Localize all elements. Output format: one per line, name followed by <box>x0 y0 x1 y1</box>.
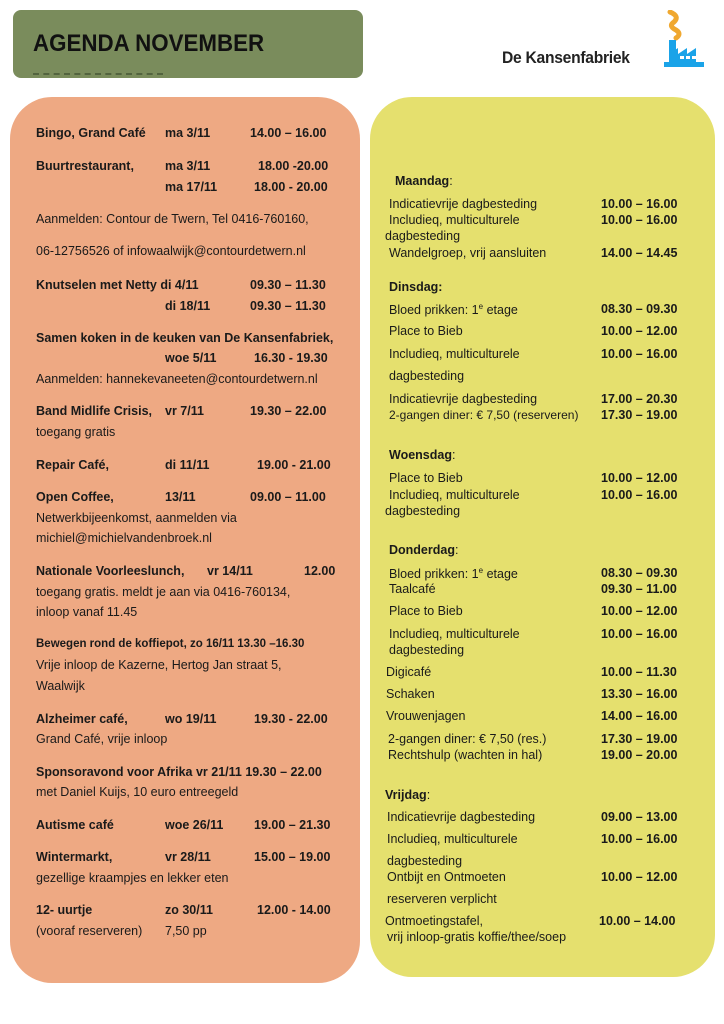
activity-time: 13.30 – 16.00 <box>601 687 678 701</box>
event-day: di 18/11 <box>165 299 211 313</box>
event-day: woe 5/11 <box>165 351 217 365</box>
event-note: toegang gratis <box>36 425 116 439</box>
event-name: Nationale Voorleeslunch, <box>36 564 185 578</box>
event-time: 14.00 – 16.00 <box>250 126 327 140</box>
event-day: ma 3/11 <box>165 159 211 173</box>
activity-name: Ontmoetingstafel, <box>385 914 483 928</box>
activity-name: vrij inloop-gratis koffie/thee/soep <box>387 930 567 944</box>
event-name: Band Midlife Crisis, <box>36 404 152 418</box>
activity-time: 10.00 – 16.00 <box>601 627 678 641</box>
day-heading-vrijdag: Vrijdag: <box>385 788 431 802</box>
activity-time: 08.30 – 09.30 <box>601 566 678 580</box>
event-name: 12- uurtje <box>36 903 93 917</box>
event-time: 18.00 - 20.00 <box>254 180 328 194</box>
activity-name: Includieq, multiculturele <box>389 213 520 227</box>
event-time: 16.30 - 19.30 <box>254 351 328 365</box>
event-note: met Daniel Kuijs, 10 euro entreegeld <box>36 785 239 799</box>
activity-name: 2-gangen diner: € 7,50 (reserveren) <box>389 408 579 422</box>
activity-name: Includieq, multiculturele <box>389 347 520 361</box>
activity-time: 10.00 – 16.00 <box>601 197 678 211</box>
activity-time: 19.00 – 20.00 <box>601 748 678 762</box>
event-note: Aanmelden: Contour de Twern, Tel 0416-760160, <box>36 212 309 226</box>
activity-time: 10.00 – 12.00 <box>601 604 678 618</box>
activity-name: dagbesteding <box>387 854 463 868</box>
event-name: Repair Café, <box>36 458 109 472</box>
logo <box>500 10 710 70</box>
activity-name: Place to Bieb <box>389 324 463 338</box>
activity-name: Ontbijt en Ontmoeten <box>387 870 506 884</box>
activity-time: 14.00 – 14.45 <box>601 246 678 260</box>
activity-name: Indicatievrije dagbesteding <box>389 197 538 211</box>
event-note: inloop vanaf 11.45 <box>36 605 138 619</box>
activity-time: 09.30 – 11.00 <box>601 582 677 596</box>
activity-name: Indicatievrije dagbesteding <box>387 810 536 824</box>
event-note: Waalwijk <box>36 679 85 693</box>
activity-time: 10.00 – 16.00 <box>601 832 678 846</box>
activity-time: 17.30 – 19.00 <box>601 732 678 746</box>
activity-name: Rechtshulp (wachten in hal) <box>388 748 543 762</box>
activity-name: Place to Bieb <box>389 471 463 485</box>
event-name: Bewegen rond de koffiepot, zo 16/11 13.30 –16.30 <box>36 638 305 650</box>
event-name: Knutselen met Netty di 4/11 <box>36 278 199 292</box>
factory-icon <box>652 10 708 70</box>
event-name: Samen koken in de keuken van De Kansenfabriek, <box>36 331 334 345</box>
event-time: 15.00 – 19.00 <box>254 850 331 864</box>
event-time: 19.00 - 21.00 <box>257 458 331 472</box>
activity-name: dagbesteding <box>389 643 465 657</box>
event-day: ma 3/11 <box>165 126 211 140</box>
event-time: 19.00 – 21.30 <box>254 818 331 832</box>
activity-time: 17.00 – 20.30 <box>601 392 678 406</box>
event-time: 12.00 <box>304 564 336 578</box>
activity-time: 10.00 – 16.00 <box>601 213 678 227</box>
activity-name: Wandelgroep, vrij aansluiten <box>389 246 547 260</box>
event-time: 18.00 -20.00 <box>258 159 329 173</box>
event-name: Autisme café <box>36 818 114 832</box>
activity-time: 10.00 – 12.00 <box>601 324 678 338</box>
event-price: 7,50 pp <box>165 924 207 938</box>
day-heading-maandag: Maandag: <box>395 174 453 188</box>
event-name: Buurtrestaurant, <box>36 159 134 173</box>
activity-time: 10.00 – 16.00 <box>601 488 678 502</box>
activity-name: reserveren verplicht <box>387 892 497 906</box>
activity-time: 10.00 – 12.00 <box>601 870 678 884</box>
activity-name: dagbesteding <box>385 504 461 518</box>
event-day: zo 30/11 <box>165 903 213 917</box>
activity-name: dagbesteding <box>389 369 465 383</box>
activity-name: dagbesteding <box>385 229 461 243</box>
logo-text: De Kansenfabriek <box>502 48 630 67</box>
event-day: woe 26/11 <box>165 818 224 832</box>
activity-name: Includieq, multiculturele <box>389 488 520 502</box>
event-note: 06-12756526 of infowaalwijk@contourdetwern.nl <box>36 244 306 258</box>
activity-time: 17.30 – 19.00 <box>601 408 678 422</box>
day-heading-dinsdag: Dinsdag: <box>389 280 443 294</box>
event-note: michiel@michielvandenbroek.nl <box>36 531 212 545</box>
activity-time: 10.00 – 16.00 <box>601 347 678 361</box>
event-time: 09.30 – 11.30 <box>250 278 326 292</box>
activity-name: Place to Bieb <box>389 604 463 618</box>
activity-name: Bloed prikken: 1e etage <box>389 302 518 318</box>
activity-name: Indicatievrije dagbesteding <box>389 392 538 406</box>
event-note: Netwerkbijeenkomst, aanmelden via <box>36 511 237 525</box>
event-time: 19.30 - 22.00 <box>254 712 328 726</box>
activity-time: 09.00 – 13.00 <box>601 810 678 824</box>
activity-time: 14.00 – 16.00 <box>601 709 678 723</box>
activity-name: Includieq, multiculturele <box>387 832 518 846</box>
event-day: vr 7/11 <box>165 404 204 418</box>
event-name: Sponsoravond voor Afrika vr 21/11 19.30 – 22.00 <box>36 765 322 779</box>
event-name: Wintermarkt, <box>36 850 113 864</box>
title-banner <box>13 10 363 78</box>
event-day: wo 19/11 <box>165 712 217 726</box>
event-time: 09.30 – 11.30 <box>250 299 326 313</box>
flame-icon <box>670 12 679 38</box>
title-underline-decoration <box>33 73 163 78</box>
event-day: vr 14/11 <box>207 564 253 578</box>
event-time: 19.30 – 22.00 <box>250 404 327 418</box>
activity-time: 10.00 – 11.30 <box>601 665 677 679</box>
activity-name: Includieq, multiculturele <box>389 627 520 641</box>
event-day: di 11/11 <box>165 458 210 472</box>
activity-name: Taalcafé <box>389 582 436 596</box>
day-heading-donderdag: Donderdag: <box>389 543 459 557</box>
page-title: AGENDA NOVEMBER <box>33 30 265 57</box>
event-note: gezellige kraampjes en lekker eten <box>36 871 229 885</box>
activity-name: Digicafé <box>386 665 432 679</box>
day-heading-woensdag: Woensdag: <box>389 448 456 462</box>
event-note: Vrije inloop de Kazerne, Hertog Jan straat 5, <box>36 658 282 672</box>
activity-time: 10.00 – 12.00 <box>601 471 678 485</box>
event-day: ma 17/11 <box>165 180 218 194</box>
activity-name: Bloed prikken: 1e etage <box>389 566 518 582</box>
activity-time: 08.30 – 09.30 <box>601 302 678 316</box>
activity-time: 10.00 – 14.00 <box>599 914 676 928</box>
event-name: Alzheimer café, <box>36 712 128 726</box>
event-name: Open Coffee, <box>36 490 114 504</box>
event-note: toegang gratis. meldt je aan via 0416-760134, <box>36 585 291 599</box>
activity-name: Vrouwenjagen <box>386 709 466 723</box>
activity-name: Schaken <box>386 687 435 701</box>
event-name: Bingo, Grand Café <box>36 126 146 140</box>
event-day: 13/11 <box>165 490 196 504</box>
event-time: 12.00 - 14.00 <box>257 903 331 917</box>
event-note: Grand Café, vrije inloop <box>36 732 168 746</box>
activity-name: 2-gangen diner: € 7,50 (res.) <box>388 732 547 746</box>
event-note: Aanmelden: hannekevaneeten@contourdetwern.nl <box>36 372 318 386</box>
event-note: (vooraf reserveren) <box>36 924 143 938</box>
event-time: 09.00 – 11.00 <box>250 490 326 504</box>
event-day: vr 28/11 <box>165 850 211 864</box>
